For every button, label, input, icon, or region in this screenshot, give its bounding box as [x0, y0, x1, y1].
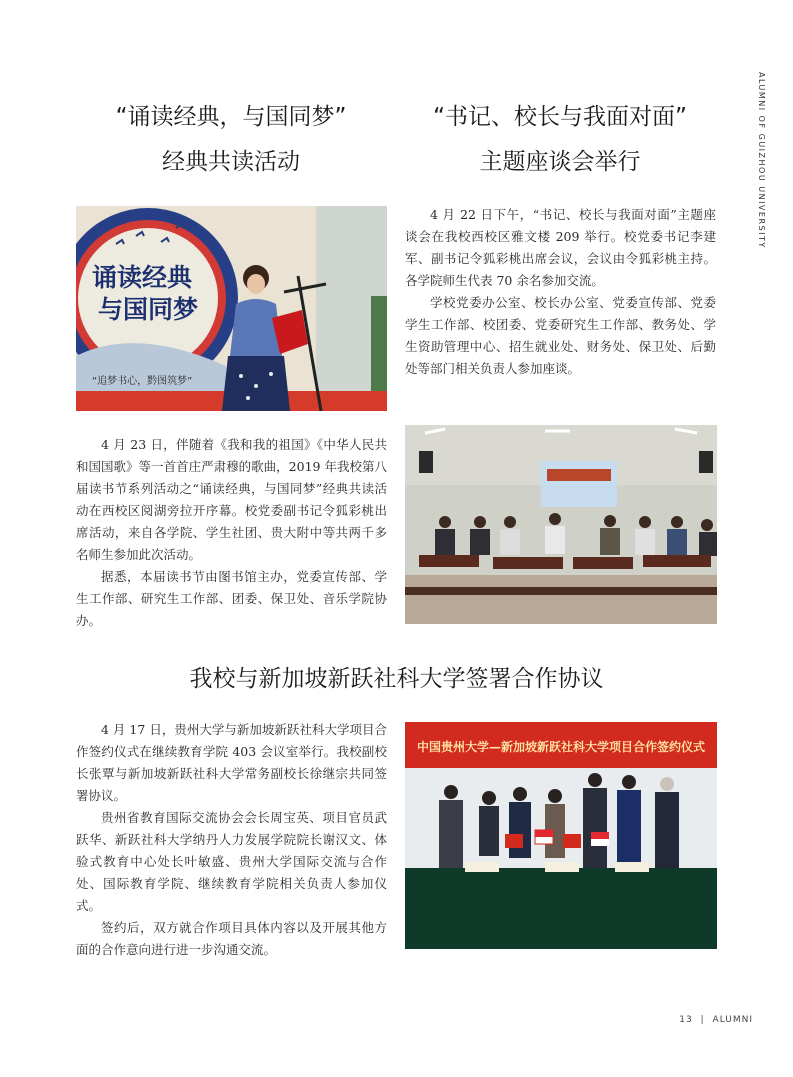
page-footer — [679, 1015, 753, 1025]
footer-separator: | — [700, 1015, 705, 1025]
side-label: ALUMNI OF GUIZHOU UNIVERSITY — [757, 72, 766, 249]
signing-ceremony-photo — [405, 722, 717, 949]
article1-title — [76, 98, 386, 181]
signing-banner: 中国贵州大学—新加坡新跃社科大学项目合作签约仪式 — [416, 740, 706, 754]
article3-paragraph-2: 贵州省教育国际交流协会会长周宝英、项目官员武跃华、新跃社科大学纳丹人力发展学院院长谢汉文、体验式教育中心处长叶敏盛、贵州大学国际交流与合作处、国际教育学院、继续教育学院相关负责人参加仪式。 — [76, 810, 387, 913]
article3-title: 我校与新加坡新跃社科大学签署合作协议 — [189, 666, 604, 692]
article1-body — [76, 434, 387, 632]
article2-paragraph-2: 学校党委办公室、校长办公室、党委宣传部、党委学生工作部、校团委、党委研究生工作部、教务处、学生资助管理中心、招生就业处、财务处、保卫处、后勤处等部门相关负责人参加座谈。 — [405, 295, 716, 376]
reading-event-photo — [76, 206, 387, 411]
article1-paragraph-2: 据悉，本届读书节由图书馆主办，党委宣传部、学生工作部、研究生工作部、团委、保卫处、音乐学院协办。 — [76, 569, 387, 628]
article2-paragraph-1: 4 月 22 日下午，“书记、校长与我面对面”主题座谈会在我校西校区雅文楼 209 举行。校党委书记李建军、副书记令狐彩桃出席会议，会议由令狐彩桃主持。各学院师生代表 70 余名参加交流。 — [405, 207, 716, 288]
article2-title — [405, 98, 715, 181]
page-number: 13 — [679, 1015, 693, 1025]
article3-paragraph-1: 4 月 17 日，贵州大学与新加坡新跃社科大学项目合作签约仪式在继续教育学院 403 会议室举行。我校副校长张覃与新加坡新跃社科大学常务副校长徐继宗共同签署协议。 — [76, 722, 387, 803]
article2-body — [405, 204, 716, 380]
article2-title-line1: “书记、校长与我面对面” — [433, 104, 687, 130]
forum-photo — [405, 425, 717, 624]
article3-body — [76, 719, 387, 961]
footer-label: ALUMNI — [712, 1015, 753, 1025]
article1-title-line1: “诵读经典，与国同梦” — [115, 104, 347, 130]
banner-slogan: “追梦书心，黔图筑梦” — [92, 376, 193, 387]
banner-line2: 与国同梦 — [98, 295, 199, 324]
article1-title-line2: 经典共读活动 — [162, 149, 300, 175]
article2-title-line2: 主题座谈会举行 — [479, 149, 641, 175]
banner-line1: 诵读经典 — [92, 263, 193, 292]
article3-paragraph-3: 签约后，双方就合作项目具体内容以及开展其他方面的合作意向进行进一步沟通交流。 — [76, 920, 387, 957]
article1-paragraph-1: 4 月 23 日，伴随着《我和我的祖国》《中华人民共和国国歌》等一首首庄严肃穆的歌曲，2019 年我校第八届读书节系列活动之“诵读经典，与国同梦”经典共读活动在西校区阅湖旁拉开序幕。校党委副书记令狐彩桃出席活动，来自各学院、学生社团、贵大附中等共两千多名师生参加此次活动。 — [76, 437, 387, 562]
